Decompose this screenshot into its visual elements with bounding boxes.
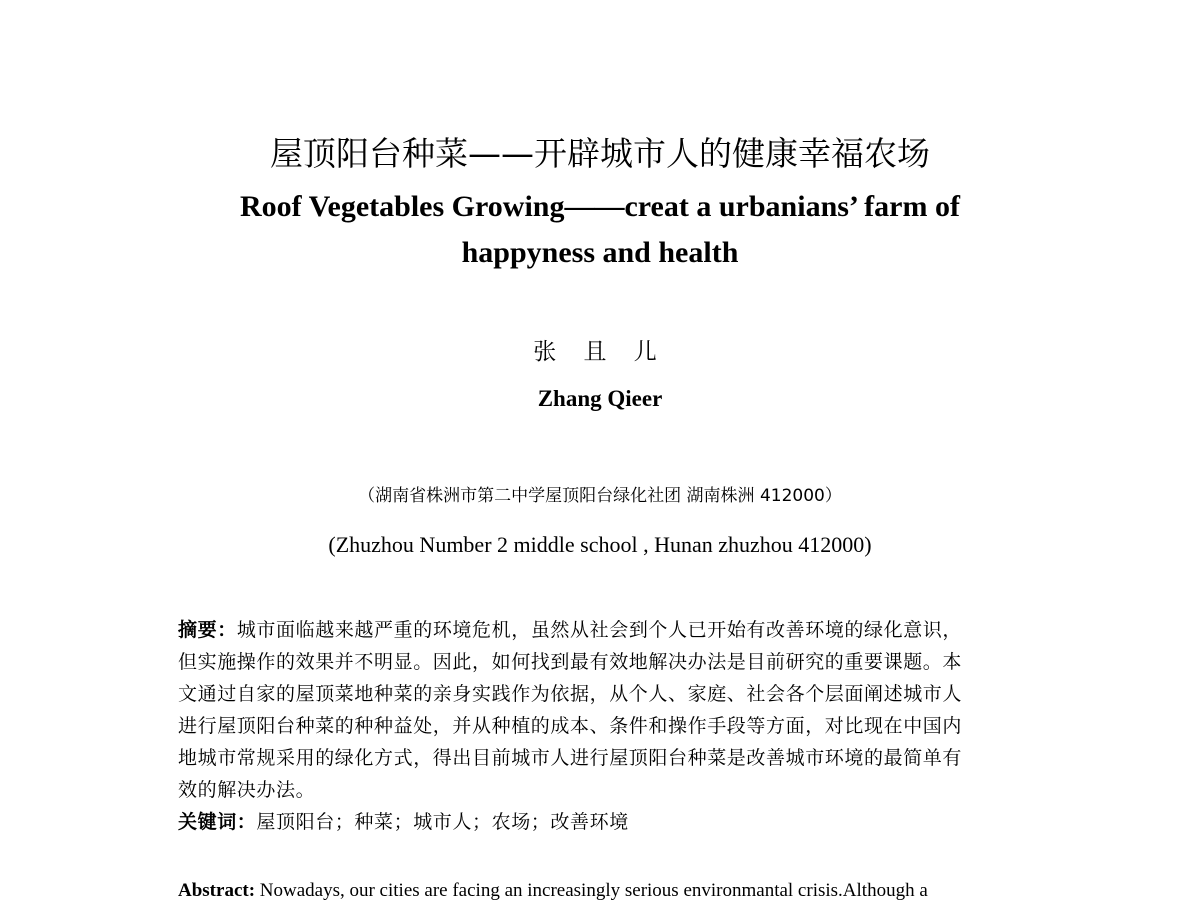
title-chinese: 屋顶阳台种菜——开辟城市人的健康幸福农场 [270,134,930,173]
author-english: Zhang Qieer [537,386,663,411]
abstract-line: 地城市常规采用的绿化方式，得出目前城市人进行屋顶阳台种菜是改善城市环境的最简单有 [178,747,963,769]
author-chinese: 张 且 儿 [533,339,667,365]
abstract-english-text: Nowadays, our cities are facing an increasingly serious environmantal crisis.Although a [255,880,928,901]
abstract-english [178,880,928,902]
abstract-label: 摘要： [178,619,237,641]
abstract-english-label: Abstract: [178,880,256,901]
title-english-line-2: happyness and health [461,236,739,269]
keywords-label: 关键词： [178,811,257,833]
abstract-line: 摘要：城市面临越来越严重的环境危机，虽然从社会到个人已开始有改善环境的绿化意识， [178,619,963,641]
keywords-line [178,806,1028,838]
keywords-text: 屋顶阳台；种菜；城市人；农场；改善环境 [256,811,629,833]
abstract-line: 效的解决办法。 [178,779,316,801]
abstract-line: 但实施操作的效果并不明显。因此，如何找到最有效地解决办法是目前研究的重要课题。本 [178,651,963,673]
affiliation-english: (Zhuzhou Number 2 middle school , Hunan zhuzhou 412000) [328,532,872,557]
title-english-line-1: Roof Vegetables Growing——creat a urbanians’ farm of [240,190,960,223]
abstract-chinese [178,614,1028,838]
abstract-line: 文通过自家的屋顶菜地种菜的亲身实践作为依据，从个人、家庭、社会各个层面阐述城市人 [178,683,963,705]
affiliation-chinese: （湖南省株洲市第二中学屋顶阳台绿化社团 湖南株洲 412000） [358,486,842,506]
abstract-line: 进行屋顶阳台种菜的种种益处，并从种植的成本、条件和操作手段等方面，对比现在中国内 [178,715,963,737]
